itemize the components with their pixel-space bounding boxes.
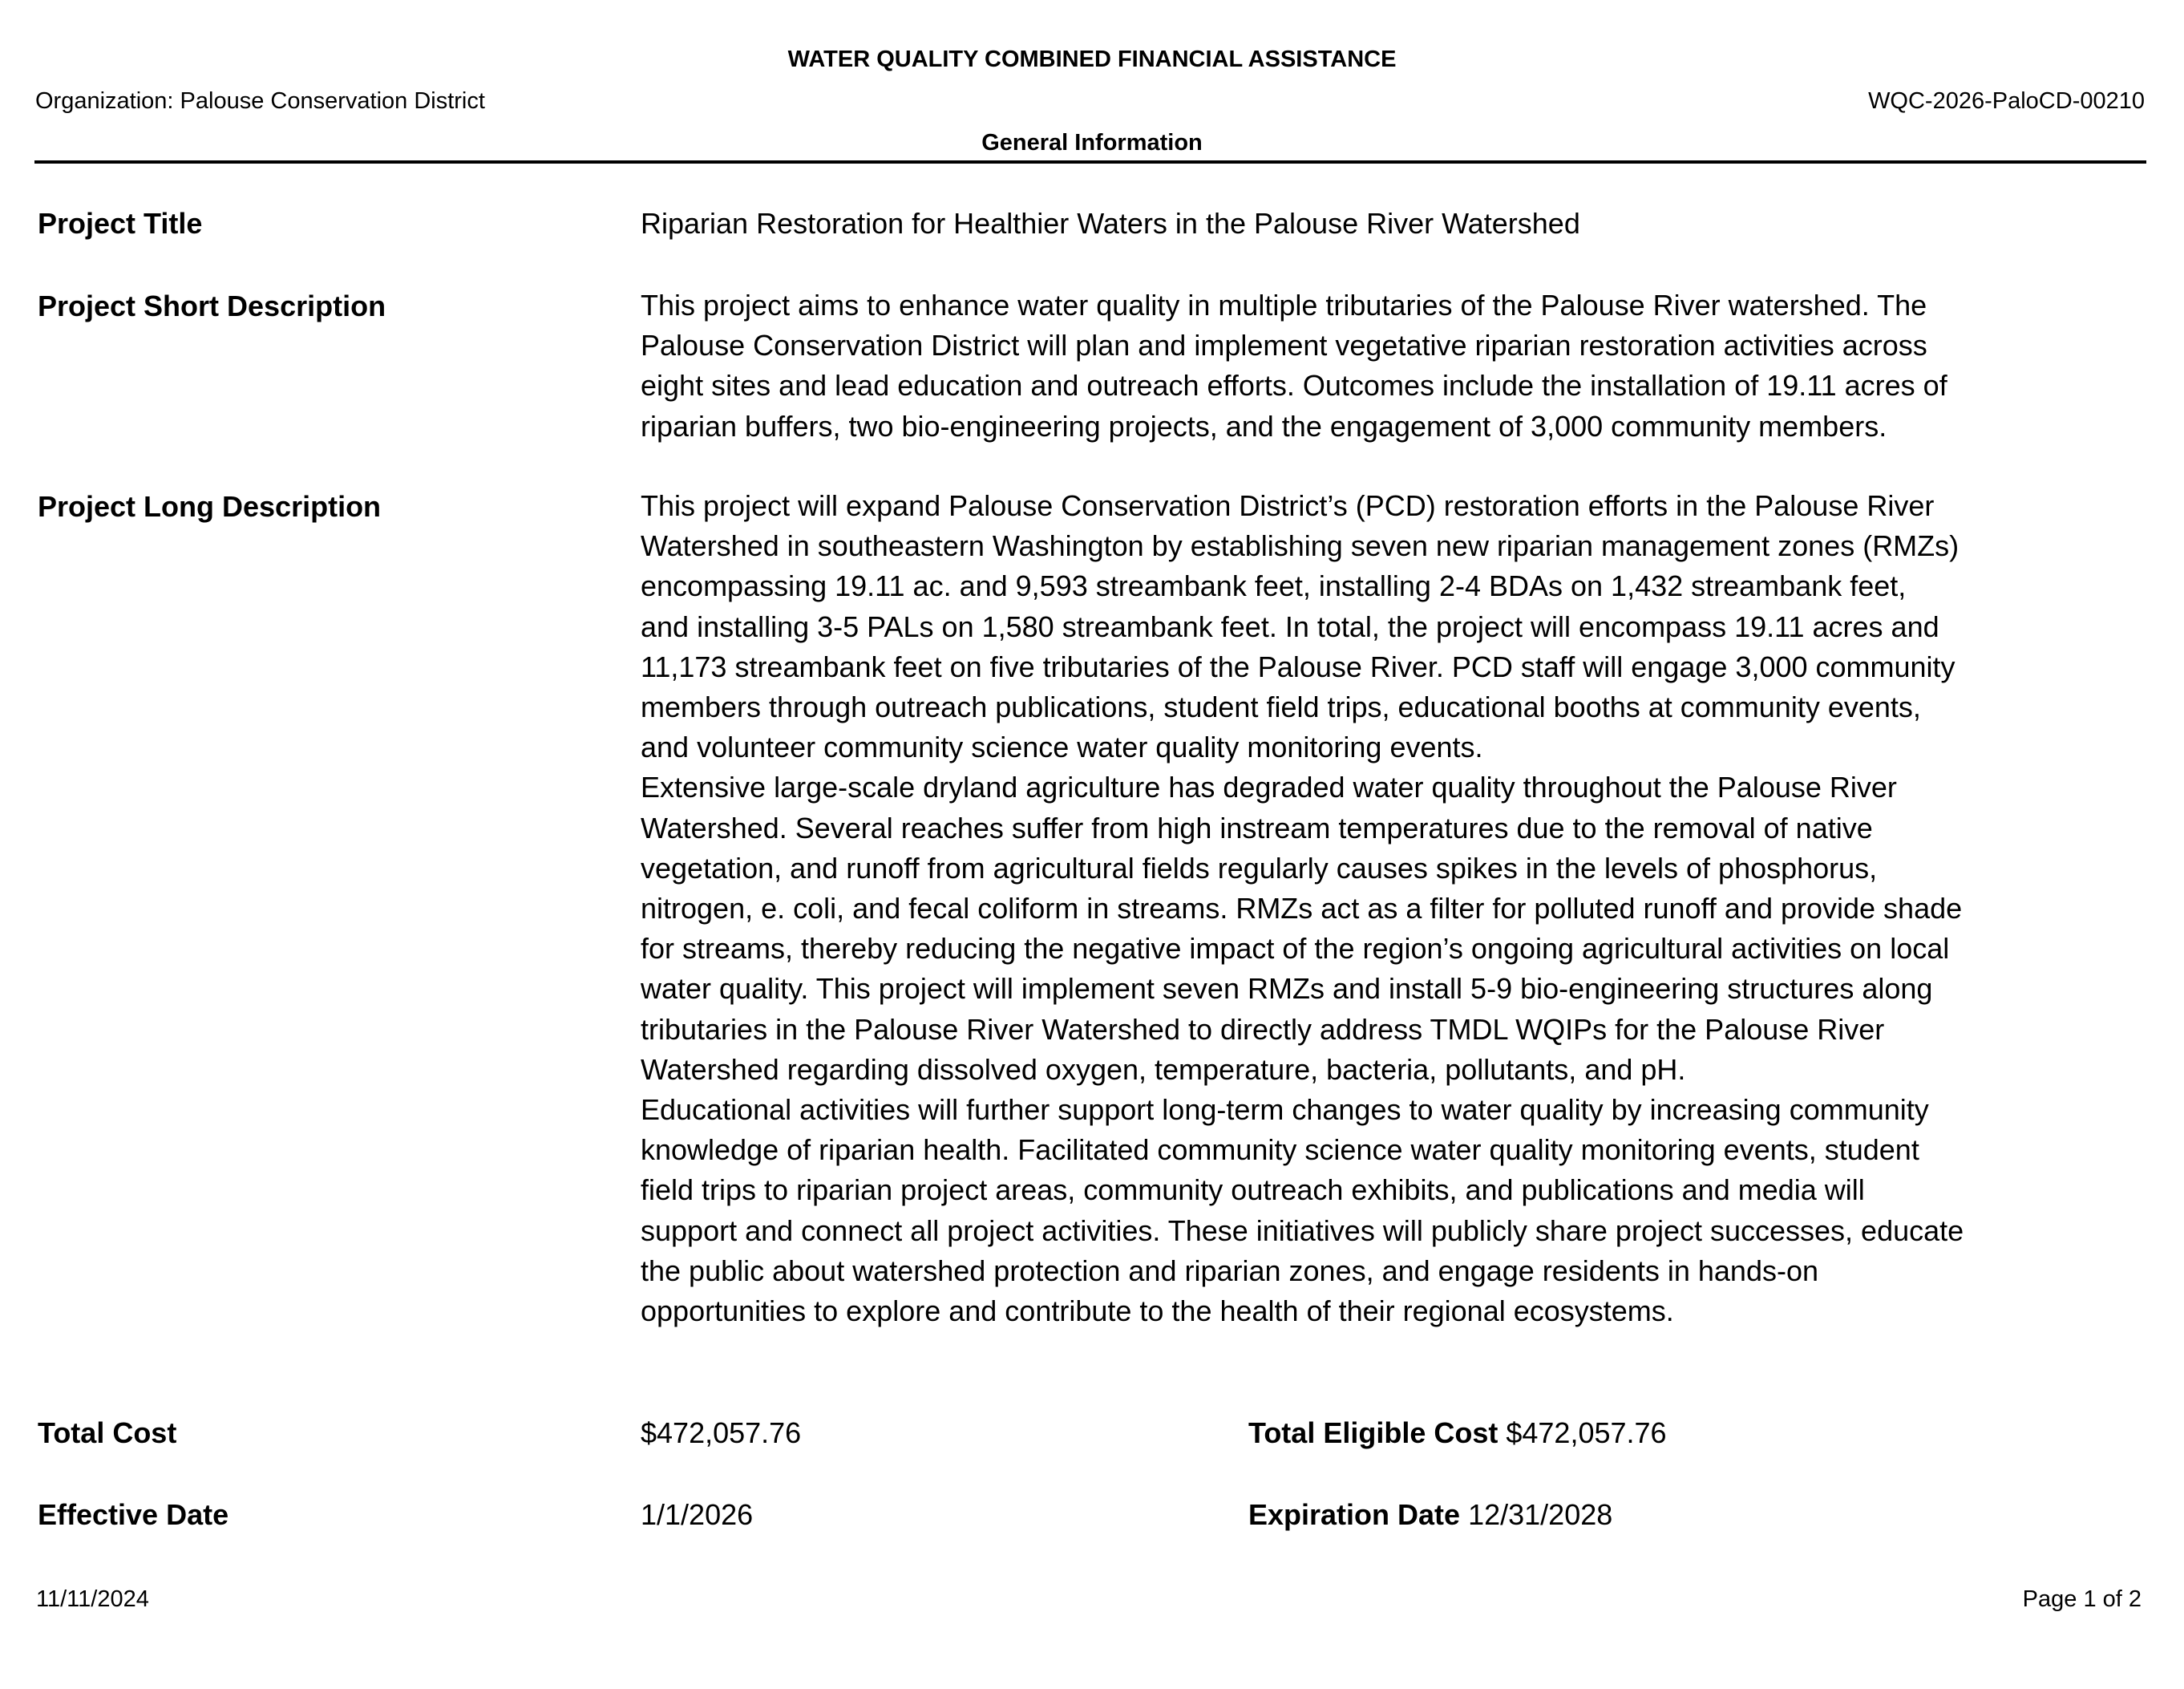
application-id: WQC-2026-PaloCD-00210 — [1868, 88, 2145, 114]
short-description-label: Project Short Description — [38, 290, 386, 322]
page-number: Page 1 of 2 — [2022, 1586, 2142, 1612]
effective-date-value: 1/1/2026 — [641, 1498, 754, 1531]
footer-date: 11/11/2024 — [36, 1586, 149, 1612]
section-title: General Information — [981, 130, 1203, 156]
total-eligible-cost-label: Total Eligible Cost — [1248, 1416, 1498, 1449]
long-description-label: Project Long Description — [38, 490, 382, 523]
total-cost-value: $472,057.76 — [641, 1416, 802, 1449]
total-eligible-cost — [1248, 1416, 1667, 1450]
effective-date-label: Effective Date — [38, 1498, 229, 1531]
project-title-value: Riparian Restoration for Healthier Waters in the Palouse River Watershed — [641, 207, 1580, 240]
long-description-value: This project will expand Palouse Conservation District’s (PCD) restoration efforts in the Palouse River Watershed in southeastern Washington by establishing seven new riparian management zones (RMZs) encompassing 19.11 ac. and 9,593 streambank feet, installing 2-4 BDAs on 1,432 streambank feet, and installing 3-5 PALs on 1,580 streambank feet. In total, the project will encompass 19.11 acres and 11,173 streambank feet on five tributaries of the Palouse River. PCD staff will engage 3,000 community members through outreach publications, student field trips, educational booths at community events, and volunteer community science water quality monitoring events. Extensive large-scale dryland agriculture has degraded water quality throughout the Palouse River Watershed. Several reaches suffer from high instream temperatures due to the removal of native vegetation, and runoff from agricultural fields regularly causes spikes in the levels of phosphorus, nitrogen, e. coli, and fecal coliform in streams. RMZs act as a filter for polluted runoff and provide shade for streams, thereby reducing the negative impact of the region’s ongoing agricultural activities on local water quality. This project will implement seven RMZs and install 5-9 bio-engineering structures along tributaries in the Palouse River Watershed to directly address TMDL WQIPs for the Palouse River Watershed regarding dissolved oxygen, temperature, bacteria, pollutants, and pH. Educational activities will further support long-term changes to water quality by increasing community knowledge of riparian health. Facilitated community science water quality monitoring events, student field trips to riparian project areas, community outreach exhibits, and publications and media will support and connect all project activities. These initiatives will publicly share project successes, educate the public about watershed protection and riparian zones, and engage residents in hands-on opportunities to explore and contribute to the health of their regional ecosystems. — [641, 489, 1964, 1328]
organization-name: Organization: Palouse Conservation District — [35, 88, 485, 114]
expiration-date-value: 12/31/2028 — [1468, 1498, 1613, 1531]
total-eligible-cost-value: $472,057.76 — [1506, 1416, 1667, 1449]
expiration-date — [1248, 1498, 1612, 1532]
project-title-label: Project Title — [38, 207, 203, 240]
total-cost-label: Total Cost — [38, 1416, 177, 1449]
short-description-value: This project aims to enhance water quality in multiple tributaries of the Palouse River watershed. The Palouse Conservation District will plan and implement vegetative riparian restoration activities across eight sites and lead education and outreach efforts. Outcomes include the installation of 19.11 acres of riparian buffers, two bio-engineering projects, and the engagement of 3,000 community members. — [641, 289, 1947, 443]
header-divider — [34, 160, 2146, 164]
expiration-date-label: Expiration Date — [1248, 1498, 1461, 1531]
document-title: WATER QUALITY COMBINED FINANCIAL ASSISTANCE — [787, 47, 1397, 72]
